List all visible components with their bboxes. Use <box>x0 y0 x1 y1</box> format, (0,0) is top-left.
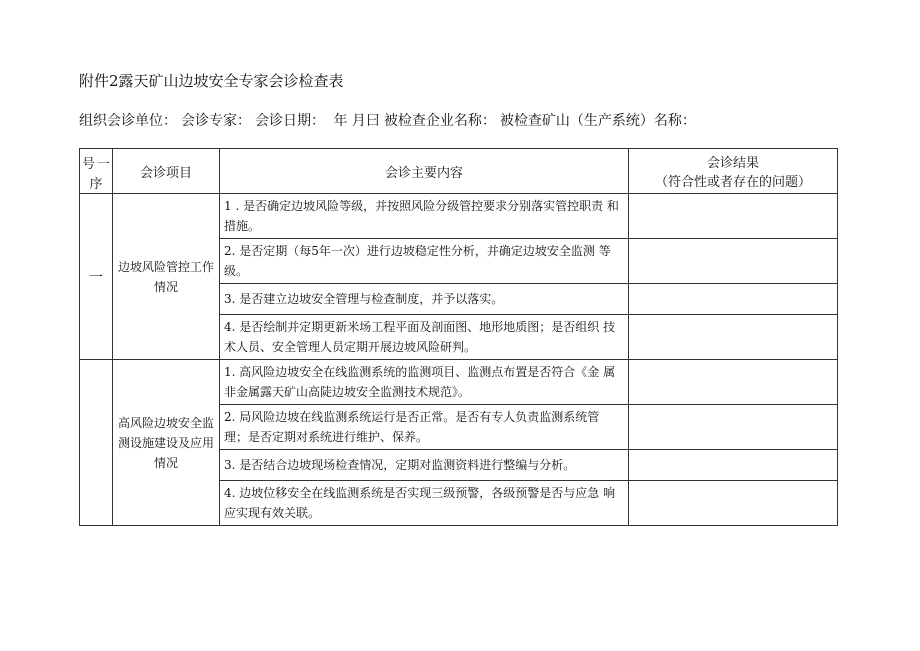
result-cell[interactable] <box>629 405 838 450</box>
mine-label: 被检查矿山（生产系统）名称： <box>499 113 696 129</box>
result-cell[interactable] <box>629 481 838 526</box>
header-result-line2: （符合性或者存在的问题） <box>654 175 811 190</box>
section-number: 一 <box>80 194 113 360</box>
result-cell[interactable] <box>629 194 838 239</box>
content-cell: 1. 高风险边坡安全在线监测系统的监测项目、监测点布置是否符合《金 属非金属露天矿山高陡边坡安全监测技术规范》。 <box>220 360 629 405</box>
content-cell: 3. 是否建立边坡安全管理与检查制度，并予以落实。 <box>220 284 629 315</box>
content-cell: 4. 是否绘制并定期更新米场工程平面及剖面图、地形地质图；是否组织 技术人员、安全管理人员定期开展边坡风险研判。 <box>220 315 629 360</box>
header-result <box>629 149 838 194</box>
result-cell[interactable] <box>629 315 838 360</box>
header-row <box>80 149 838 194</box>
header-num-a: 号 <box>82 157 96 172</box>
date-fill: 年 月曰 <box>333 113 380 129</box>
table-row <box>80 360 838 405</box>
header-num-c: 序 <box>89 177 103 192</box>
content-cell: 2. 是否定期（每5年一次）进行边坡稳定性分析，并确定边坡安全监测 等级。 <box>220 239 629 284</box>
company-label: 被检查企业名称： <box>383 113 496 129</box>
table-row <box>80 194 838 239</box>
result-cell[interactable] <box>629 360 838 405</box>
expert-label: 会诊专家： <box>181 113 251 129</box>
date-label: 会诊日期： <box>255 113 325 129</box>
header-number <box>80 149 113 194</box>
result-cell[interactable] <box>629 239 838 284</box>
inspection-table <box>79 148 838 526</box>
result-cell[interactable] <box>629 450 838 481</box>
content-cell: 1 . 是否确定边坡风险等级，并按照风险分级管控要求分别落实管控职责 和措施。 <box>220 194 629 239</box>
header-item: 会诊项目 <box>113 149 220 194</box>
content-cell: 3. 是否结合边坡现场检查情况，定期对监测资料进行整编与分析。 <box>220 450 629 481</box>
info-line <box>79 110 700 130</box>
section-number <box>80 360 113 526</box>
section-item: 高风险边坡安全监测设施建设及应用情况 <box>113 360 220 526</box>
content-cell: 4. 边坡位移安全在线监测系统是否实现三级预警，各级预警是否与应急 响应实现有效关联。 <box>220 481 629 526</box>
header-num-b: 一 <box>96 157 110 172</box>
document-title: 附件2露天矿山边坡安全专家会诊检查表 <box>79 72 344 90</box>
org-label: 组织会诊单位： <box>79 113 177 129</box>
header-content: 会诊主要内容 <box>220 149 629 194</box>
content-cell: 2. 局风险边坡在线监测系统运行是否正常。是否有专人负责监测系统管 理；是否定期对系统进行维护、保养。 <box>220 405 629 450</box>
result-cell[interactable] <box>629 284 838 315</box>
section-item: 边坡风险管控工作情况 <box>113 194 220 360</box>
header-result-line1: 会诊结果 <box>706 156 759 171</box>
